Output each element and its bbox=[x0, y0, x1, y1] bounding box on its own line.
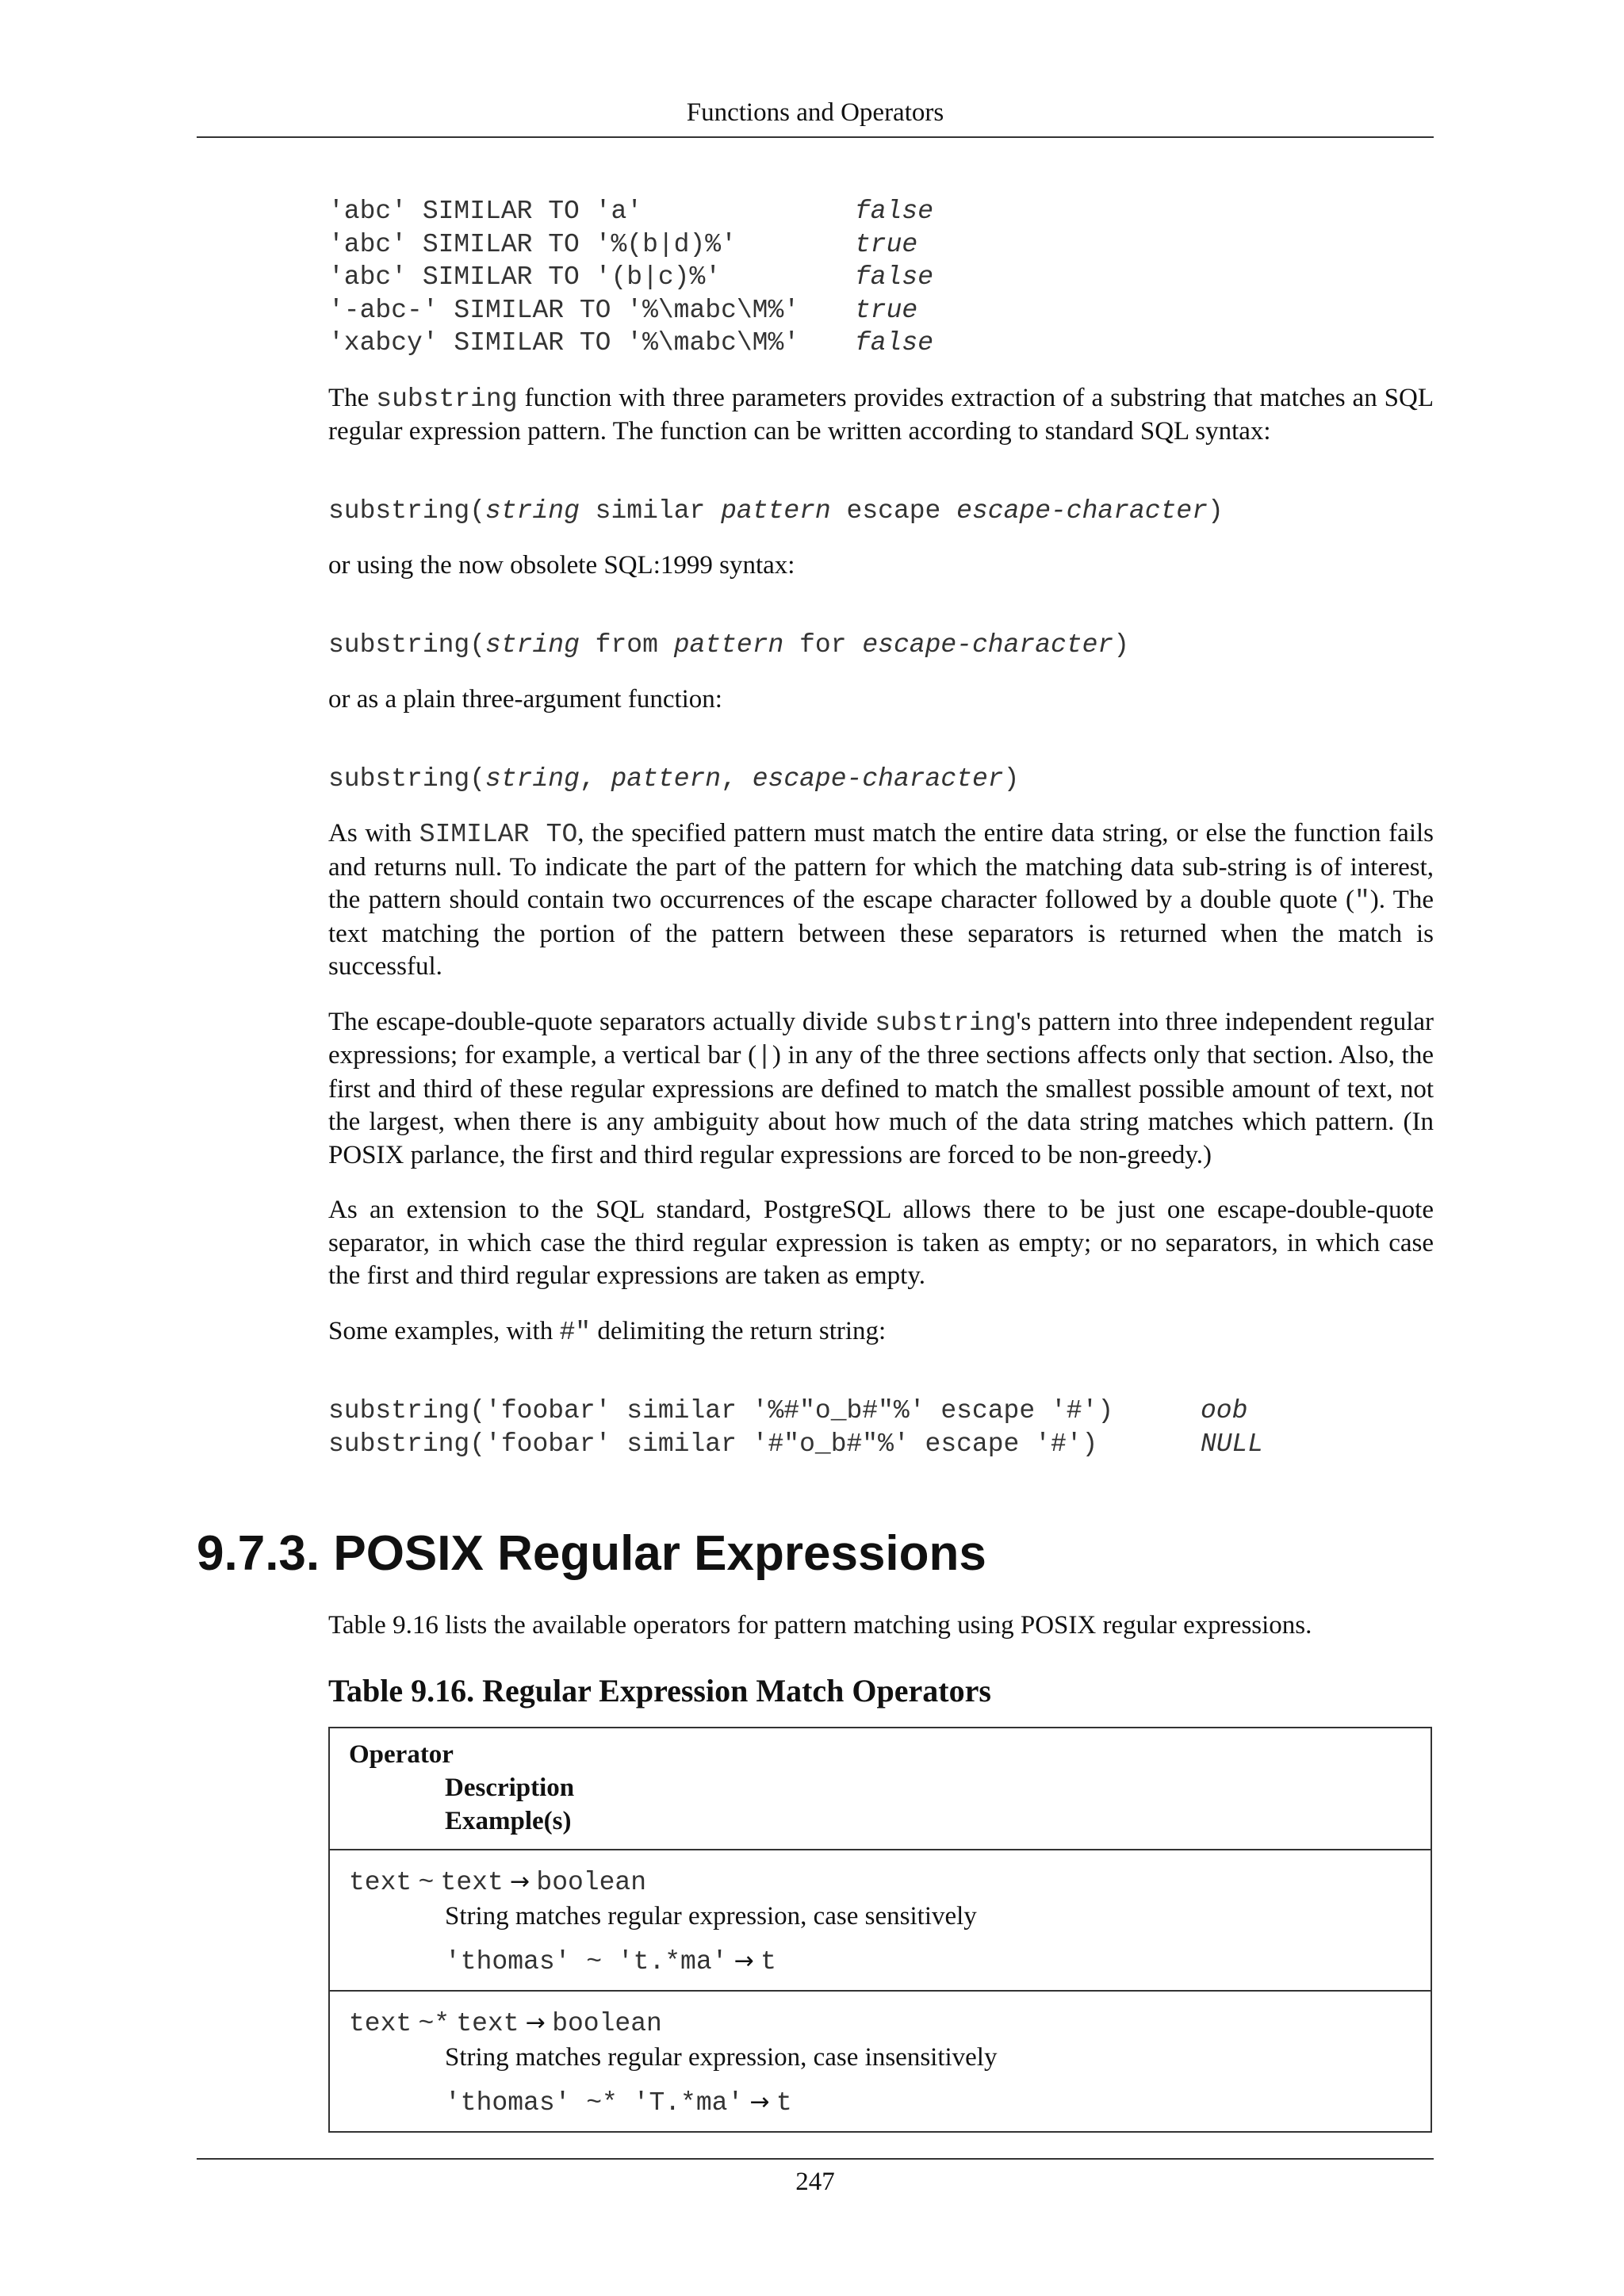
example-expression: substring('foobar' similar '%#"o_b#"%' escape '#') bbox=[328, 1396, 1114, 1425]
arrow-icon: → bbox=[733, 1947, 754, 1975]
paragraph-extension: As an extension to the SQL standard, PostgreSQL allows there to be just one escape-double-quote separator, in which case the third regular expression is taken as empty; or no separators, in which case the first and third regular expressions are taken as empty. bbox=[328, 1196, 1434, 1290]
example-result: NULL bbox=[1201, 1429, 1264, 1459]
table-title: Table 9.16. Regular Expression Match Operators bbox=[328, 1672, 991, 1709]
similar-to-examples bbox=[328, 195, 1434, 360]
arrow-icon: → bbox=[525, 2009, 546, 2037]
arrow-icon: → bbox=[749, 2088, 770, 2116]
operator-signature: text ~* text → boolean bbox=[349, 2009, 662, 2038]
paragraph-table-intro: Table 9.16 lists the available operators for pattern matching using POSIX regular expressions. bbox=[328, 1611, 1312, 1640]
header-description: Description bbox=[445, 1774, 575, 1802]
paragraph-three-argument: or as a plain three-argument function: bbox=[328, 685, 722, 714]
example-expression: 'xabcy' SIMILAR TO '%\mabc\M%' bbox=[328, 328, 800, 358]
example-result: false bbox=[855, 328, 934, 358]
paragraph-some-examples: Some examples, with #" delimiting the return string: bbox=[328, 1316, 887, 1347]
substring-examples bbox=[328, 1395, 1434, 1460]
operator-signature: text ~ text → boolean bbox=[349, 1868, 647, 1897]
paragraph-separators: The escape-double-quote separators actually divide substring's pattern into three independent regular expressions; for example, a vertical bar (|) in any of the three sections affects only that section. Also, the first and third of these regular expressions are defined to match the smallest possible amount of text, not the largest, when there is any ambiguity about how much of the data string matches which pattern. (In POSIX parlance, the first and third regular expressions are forced to be non-greedy.) bbox=[328, 1007, 1434, 1169]
header-examples: Example(s) bbox=[445, 1807, 572, 1835]
paragraph-pattern-match: As with SIMILAR TO, the specified pattern must match the entire data string, or else the function fails and returns null. To indicate the part of the pattern for which the matching data sub-string is of interest, the pattern should contain two occurrences of the escape character followed by a double quote ("). The text matching the portion of the pattern between these separators is returned when the match is successful. bbox=[328, 819, 1434, 981]
arrow-icon: → bbox=[510, 1868, 530, 1896]
syntax-similar: substring(string similar pattern escape escape-character) bbox=[328, 496, 1224, 526]
inline-code: SIMILAR TO bbox=[419, 820, 578, 849]
inline-code: " bbox=[1354, 886, 1370, 916]
paragraph-obsolete-syntax: or using the now obsolete SQL:1999 syntax: bbox=[328, 551, 795, 580]
example-result: oob bbox=[1201, 1396, 1248, 1425]
example-result: true bbox=[855, 295, 918, 325]
example-expression: 'abc' SIMILAR TO '(b|c)%' bbox=[328, 262, 722, 292]
inline-code: | bbox=[756, 1042, 772, 1071]
inline-code: substring bbox=[376, 384, 518, 414]
table-row bbox=[330, 1849, 1431, 1990]
inline-code: #" bbox=[559, 1317, 592, 1347]
operator-example: 'thomas' ~ 't.*ma' → t bbox=[445, 1947, 776, 1976]
table-row bbox=[330, 1990, 1431, 2131]
section-body bbox=[328, 1609, 1434, 1711]
example-expression: substring('foobar' similar '#"o_b#"%' escape '#') bbox=[328, 1429, 1098, 1459]
page-number: 247 bbox=[795, 2168, 835, 2196]
section-heading: 9.7.3. POSIX Regular Expressions bbox=[197, 1526, 986, 1581]
example-expression: 'abc' SIMILAR TO '%(b|d)%' bbox=[328, 229, 737, 259]
inline-code: substring bbox=[875, 1008, 1017, 1038]
footer-rule bbox=[197, 2158, 1434, 2160]
example-result: false bbox=[855, 262, 934, 292]
header-operator: Operator bbox=[349, 1740, 454, 1769]
operator-description: String matches regular expression, case sensitively bbox=[445, 1902, 977, 1931]
header-rule bbox=[197, 136, 1434, 138]
example-expression: '-abc-' SIMILAR TO '%\mabc\M%' bbox=[328, 295, 800, 325]
table-header-row bbox=[330, 1728, 1431, 1849]
syntax-three-argument: substring(string, pattern, escape-character) bbox=[328, 763, 1020, 794]
example-result: true bbox=[855, 229, 918, 259]
main-content bbox=[328, 195, 1434, 1460]
running-header: Functions and Operators bbox=[686, 98, 944, 127]
paragraph-substring-intro: The substring function with three parameters provides extraction of a substring that matches an SQL regular expression pattern. The function can be written according to standard SQL syntax: bbox=[328, 383, 1434, 446]
example-expression: 'abc' SIMILAR TO 'a' bbox=[328, 197, 643, 226]
syntax-from-for: substring(string from pattern for escape-character) bbox=[328, 629, 1130, 660]
operator-description: String matches regular expression, case insensitively bbox=[445, 2043, 998, 2072]
operators-table bbox=[328, 1727, 1432, 2133]
operator-example: 'thomas' ~* 'T.*ma' → t bbox=[445, 2088, 792, 2118]
example-result: false bbox=[855, 197, 934, 226]
